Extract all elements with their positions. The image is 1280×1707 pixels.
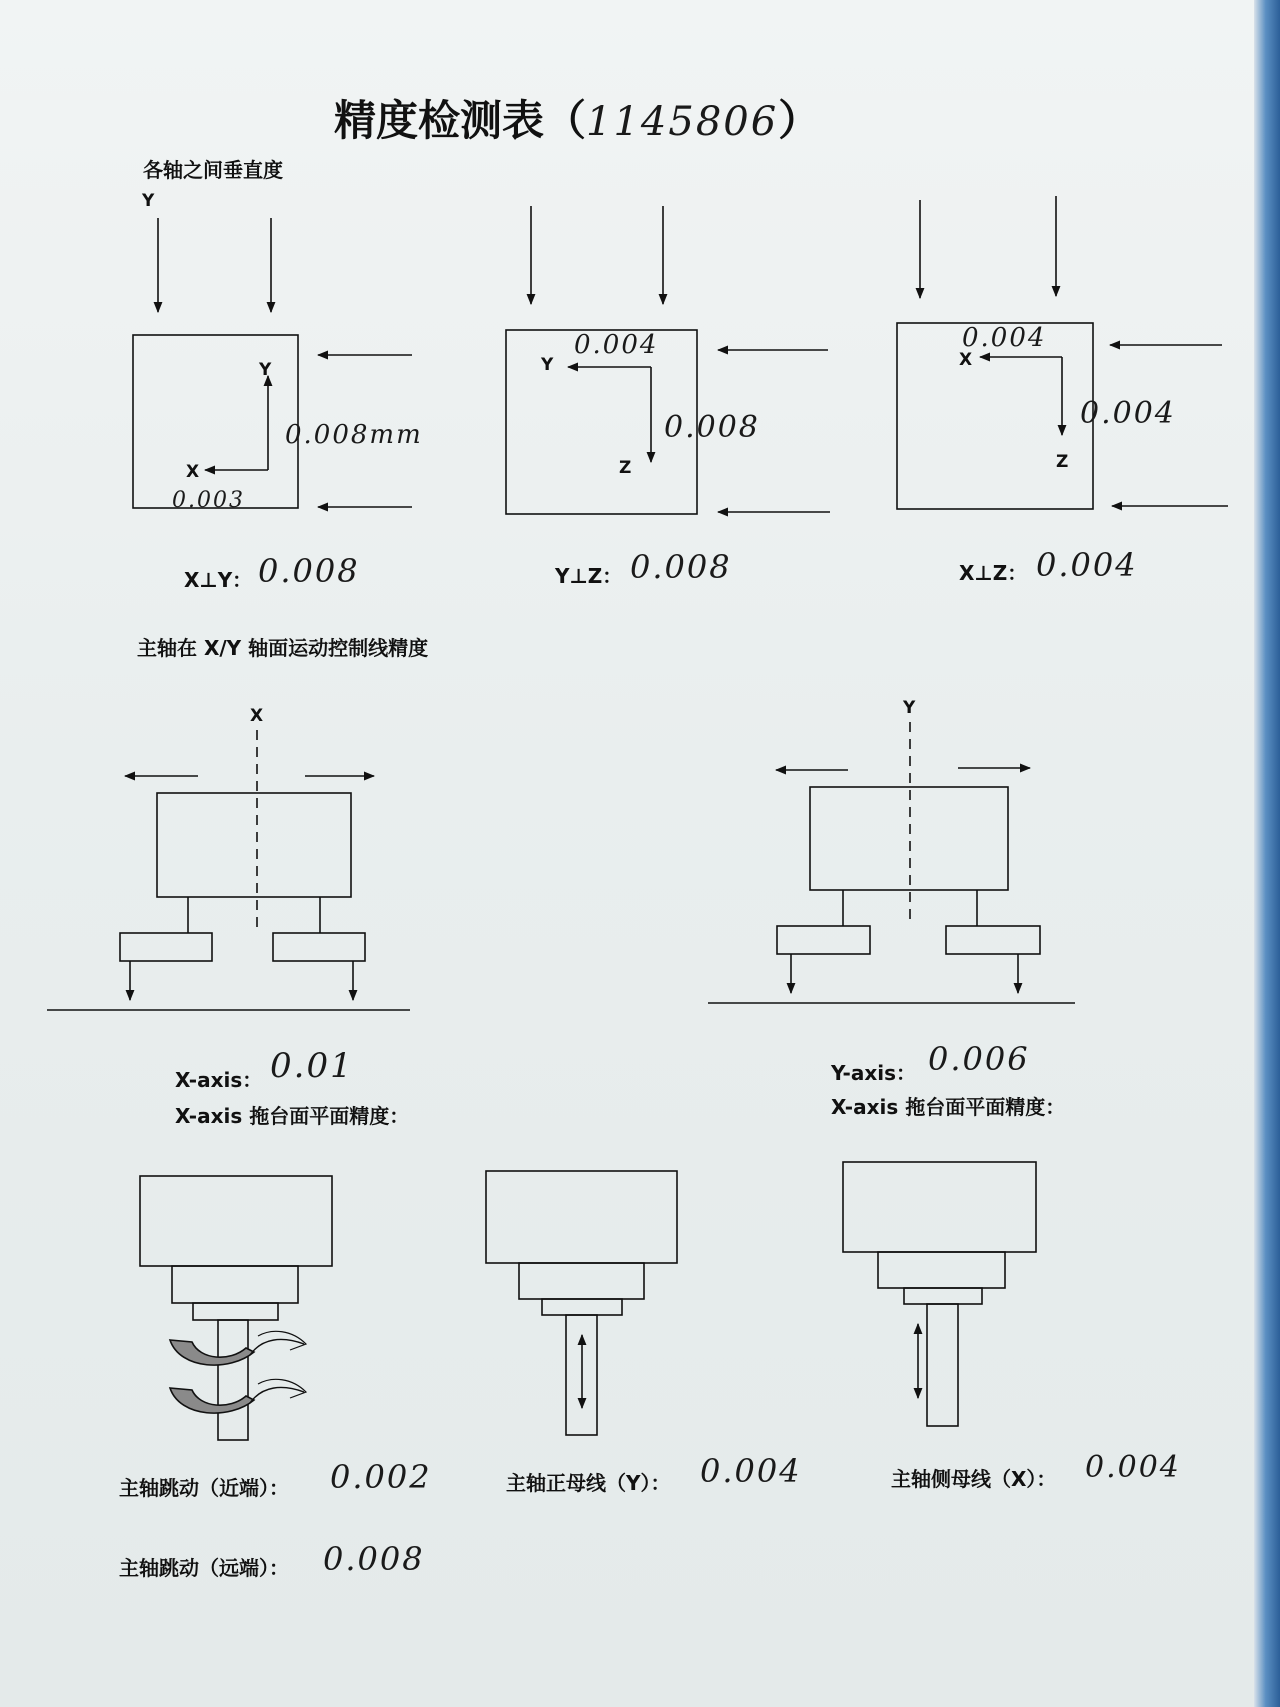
- spindle-front-line-diagram: [486, 1171, 677, 1435]
- runout-far-label: 主轴跳动（远端）：: [119, 1556, 289, 1580]
- section-perpendicularity-heading: 各轴之间垂直度: [143, 158, 283, 182]
- y-axis-line-diagram: [708, 722, 1075, 1003]
- side-line-label: 主轴侧母线（X）：: [891, 1467, 1057, 1491]
- section-line-accuracy-heading: 主轴在 X/Y 轴面运动控制线精度: [137, 636, 429, 660]
- d3-result-label: X⊥Z：: [959, 561, 1028, 585]
- title-text: 精度检测表（: [334, 96, 587, 145]
- runout-near-label: 主轴跳动（近端）：: [119, 1476, 289, 1500]
- front-line-label: 主轴正母线（Y）：: [506, 1471, 671, 1495]
- side-line-value: 0.004: [1085, 1450, 1181, 1485]
- d1-axis-x: X: [186, 462, 200, 482]
- d1-result-label: X⊥Y：: [184, 568, 253, 592]
- d3-handwritten-top: 0.004: [962, 323, 1047, 353]
- d2-axis-y: Y: [541, 355, 554, 375]
- d1-result-value: 0.008: [258, 552, 360, 590]
- d1-axis-y: Y: [259, 360, 272, 380]
- perpendicularity-diagram-xy: [133, 218, 412, 508]
- y-axis-result-label: Y-axis：: [831, 1061, 916, 1085]
- d3-axis-x: X: [959, 350, 973, 370]
- d2-handwritten-top: 0.004: [574, 330, 659, 360]
- right-flatness-label: X-axis 拖台面平面精度：: [831, 1095, 1066, 1119]
- d3-result-value: 0.004: [1036, 546, 1138, 584]
- page-title: [334, 88, 820, 148]
- title-close: ）: [778, 96, 821, 145]
- spindle-side-line-diagram: [843, 1162, 1036, 1426]
- d3-axis-z: Z: [1056, 452, 1069, 472]
- right-axis-label: Y: [903, 698, 916, 718]
- front-line-value: 0.004: [700, 1452, 802, 1490]
- d1-handwritten-bottom: 0.003: [172, 488, 245, 513]
- d2-result-label: Y⊥Z：: [555, 564, 623, 588]
- title-serial-number: 1145806: [586, 99, 779, 145]
- spindle-runout-diagram: [140, 1176, 332, 1440]
- runout-far-value: 0.008: [323, 1540, 425, 1578]
- runout-near-value: 0.002: [330, 1458, 432, 1496]
- left-flatness-label: X-axis 拖台面平面精度：: [175, 1104, 410, 1128]
- left-axis-label: X: [250, 706, 264, 726]
- d1-axis-top: Y: [142, 191, 155, 211]
- d1-handwritten-right: 0.008mm: [285, 420, 423, 450]
- x-axis-result-label: X-axis：: [175, 1068, 263, 1092]
- d2-handwritten-right: 0.008: [664, 410, 760, 445]
- d3-handwritten-right: 0.004: [1080, 396, 1176, 431]
- x-axis-result-value: 0.01: [270, 1046, 354, 1086]
- d2-axis-z: Z: [619, 458, 632, 478]
- x-axis-line-diagram: [47, 730, 410, 1010]
- d2-result-value: 0.008: [630, 548, 732, 586]
- y-axis-result-value: 0.006: [928, 1040, 1030, 1078]
- perpendicularity-diagram-yz: [506, 206, 830, 514]
